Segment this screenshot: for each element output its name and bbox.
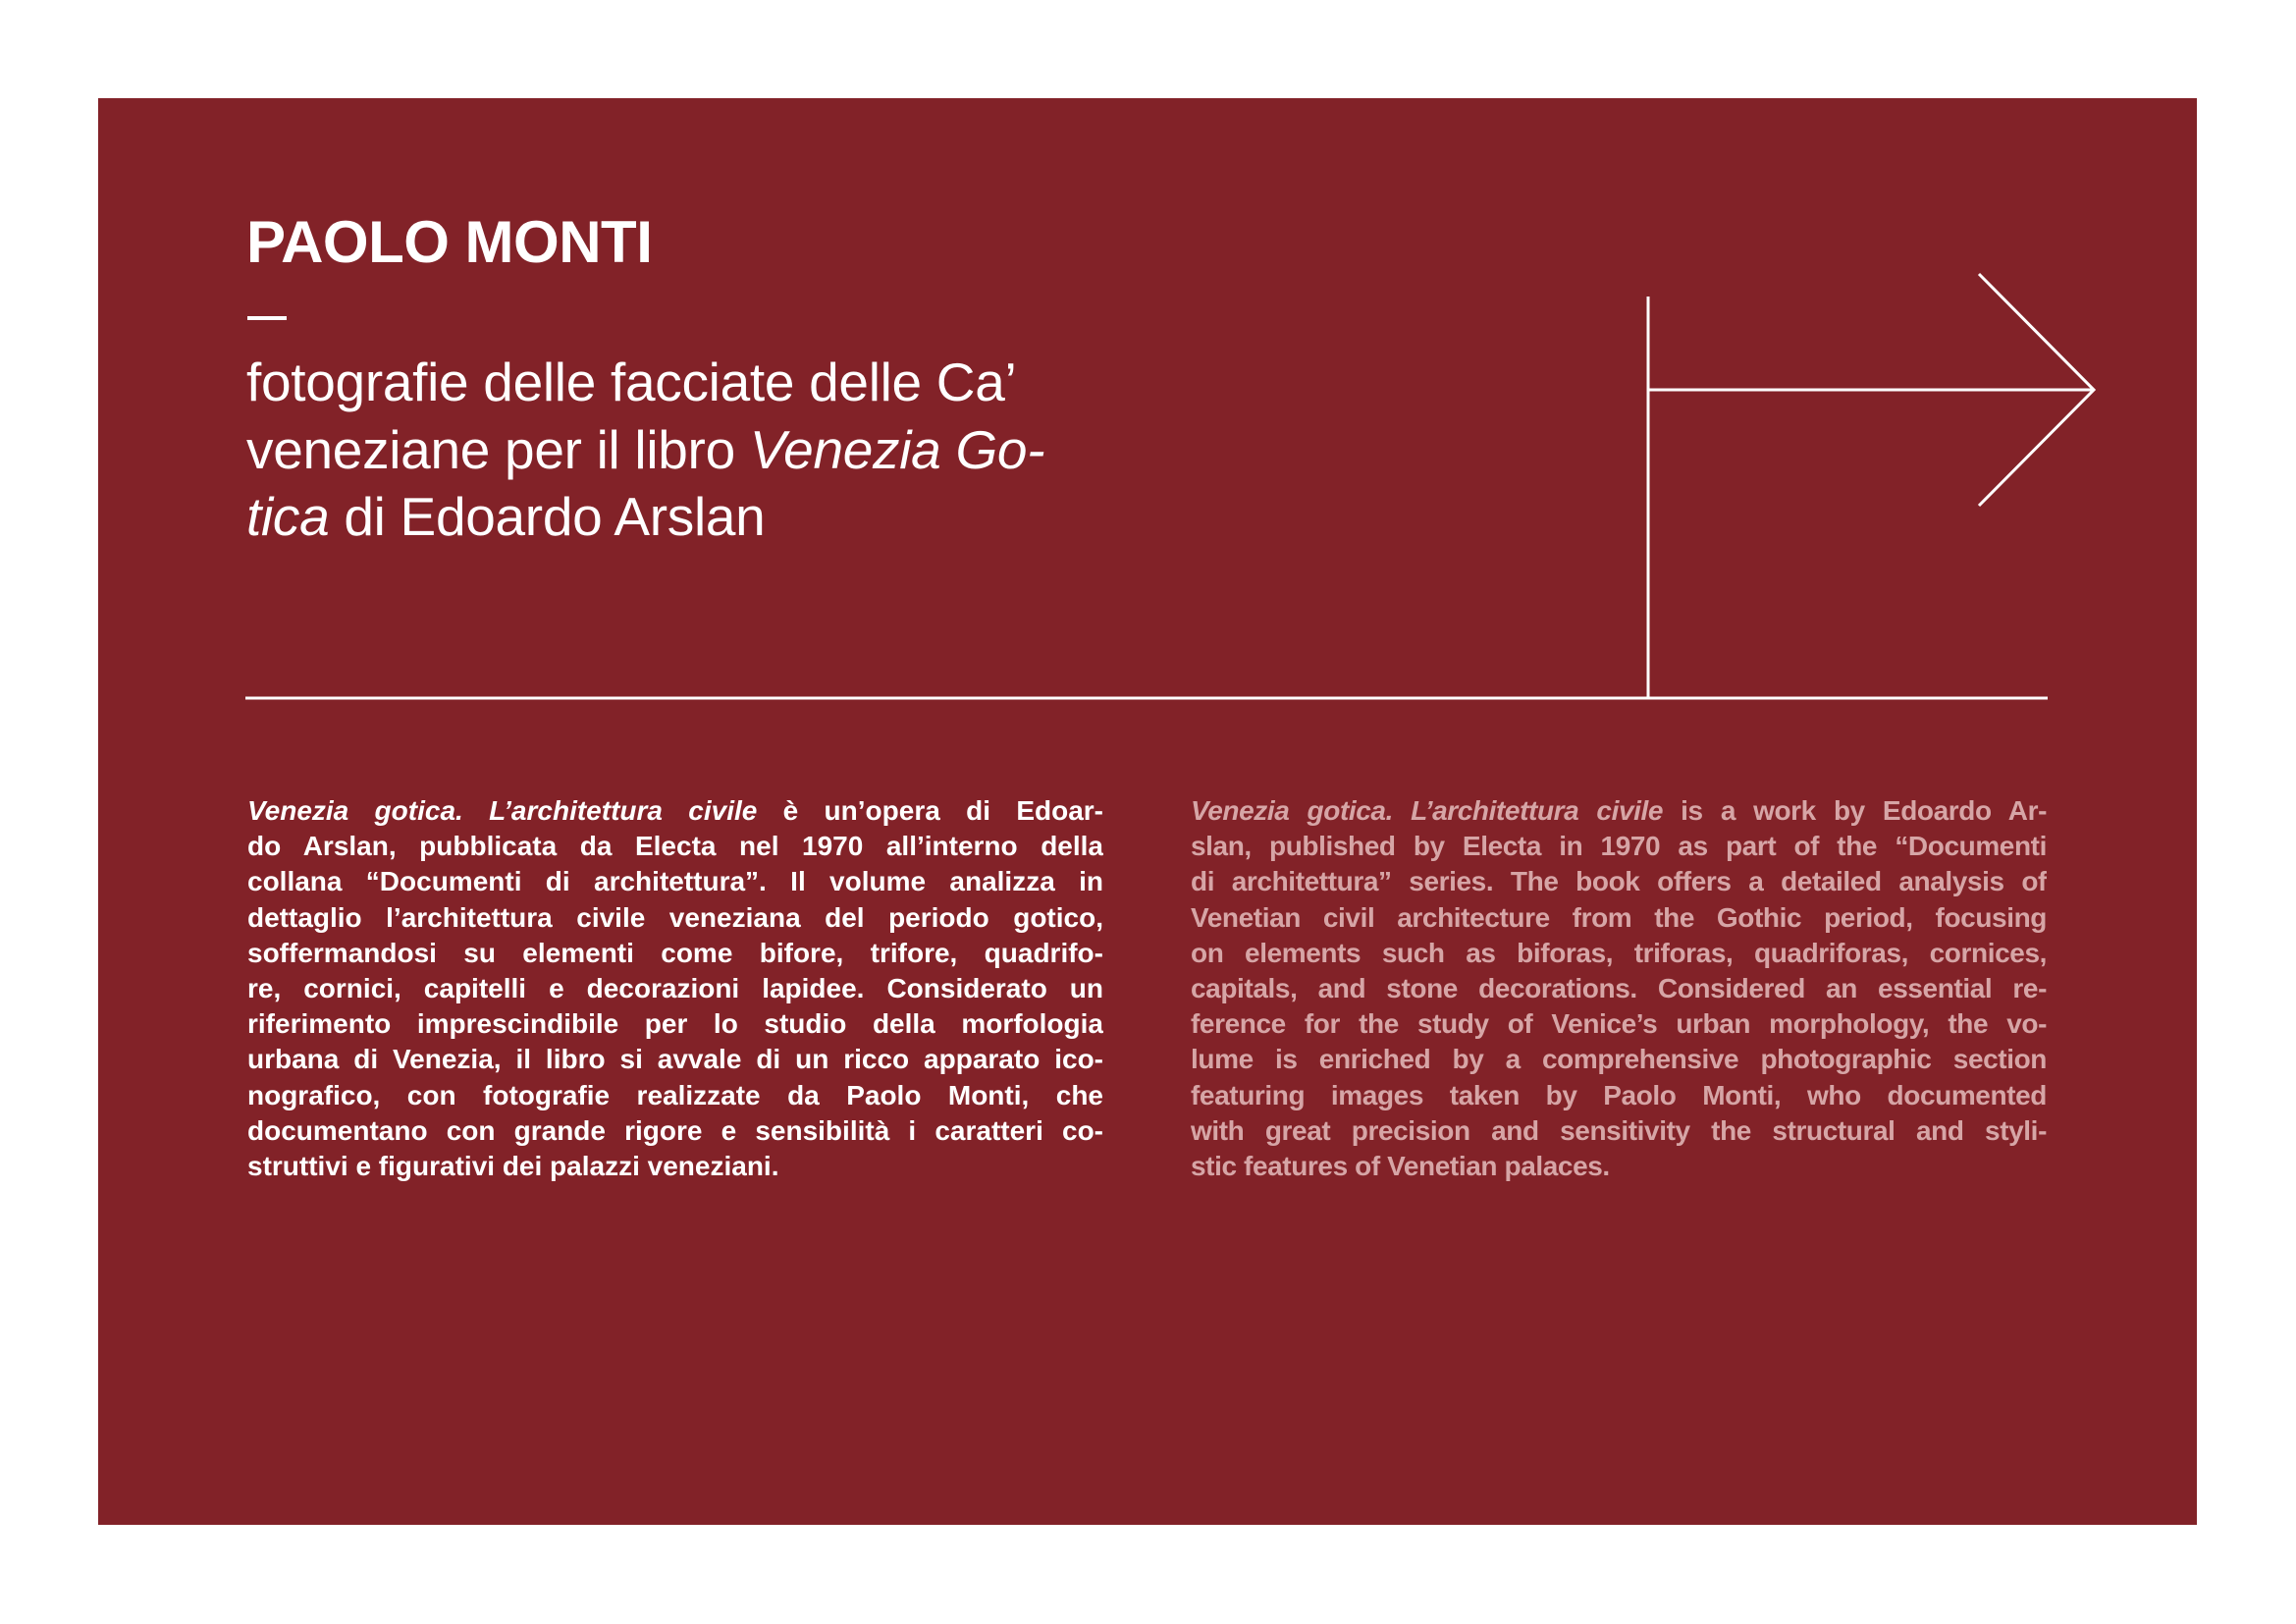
italian-line [247, 1149, 1103, 1184]
line-text: ference for the study of Venice’s urban morphology, the vo- [1191, 1008, 2047, 1040]
line-text: Venetian civil architecture from the Gothic period, focusing [1191, 901, 2047, 933]
line-text: dettaglio l’architettura civile veneziana del periodo gotico, [247, 901, 1103, 933]
italian-line [247, 1078, 1103, 1113]
english-line [1191, 1042, 2047, 1077]
line-text: re, cornici, capitelli e decorazioni lapidee. Considerato un [247, 972, 1103, 1003]
subtitle-line-1 [246, 349, 1130, 416]
subtitle-text: fotografie delle facciate delle Ca’ [246, 352, 1017, 412]
line-text: is a work by Edoardo Ar- [1663, 795, 2047, 826]
line-text: nografico, con fotografie realizzate da Paolo Monti, che [247, 1079, 1103, 1110]
english-line [1191, 1078, 2047, 1113]
english-line [1191, 1113, 2047, 1149]
author-title: PAOLO MONTI [246, 209, 653, 275]
subtitle-line-2 [246, 416, 1130, 484]
line-text: do Arslan, pubblicata da Electa nel 1970 all’interno della [247, 831, 1103, 862]
line-text: è un’opera di Edoar- [757, 795, 1103, 826]
line-text: riferimento imprescindibile per lo studio della morfologia [247, 1008, 1103, 1040]
subtitle [246, 349, 1130, 551]
line-text: documentano con grande rigore e sensibilità i caratteri co- [247, 1114, 1103, 1146]
italian-description [247, 793, 1103, 1184]
italian-line [247, 936, 1103, 971]
english-line [1191, 829, 2047, 864]
english-line [1191, 1006, 2047, 1042]
line-text: on elements such as biforas, triforas, quadriforas, cornices, [1191, 937, 2047, 968]
line-text: di architettura” series. The book offers a detailed analysis of [1191, 866, 2047, 897]
book-title-italic: Venezia gotica. L’architettura civile [247, 795, 758, 826]
line-text: struttivi e figurativi dei palazzi veneziani. [247, 1150, 779, 1181]
subtitle-line-3 [246, 483, 1130, 551]
italian-line [247, 1042, 1103, 1077]
line-text: with great precision and sensitivity the structural and styli- [1191, 1114, 2047, 1146]
italian-line [247, 793, 1103, 829]
english-line [1191, 793, 2047, 829]
english-line [1191, 1149, 2047, 1184]
line-text: capitals, and stone decorations. Considered an essential re- [1191, 972, 2047, 1003]
line-text: urbana di Venezia, il libro si avvale di un ricco apparato ico- [247, 1044, 1103, 1075]
english-line [1191, 900, 2047, 936]
subtitle-text: di Edoardo Arslan [329, 486, 766, 547]
italian-line [247, 829, 1103, 864]
english-line [1191, 936, 2047, 971]
english-description [1191, 793, 2047, 1184]
book-title-italic: Venezia Go- [749, 418, 1045, 480]
english-line [1191, 864, 2047, 899]
line-text: lume is enriched by a comprehensive photographic section [1191, 1044, 2047, 1075]
english-line [1191, 971, 2047, 1006]
line-text: slan, published by Electa in 1970 as part of the “Documenti [1191, 831, 2047, 862]
book-title-italic: tica [246, 486, 330, 547]
italian-line [247, 971, 1103, 1006]
italian-line [247, 864, 1103, 899]
line-text: featuring images taken by Paolo Monti, who documented [1191, 1079, 2047, 1110]
line-text: soffermandosi su elementi come bifore, trifore, quadrifo- [247, 937, 1103, 968]
line-text: collana “Documenti di architettura”. Il volume analizza in [247, 866, 1103, 897]
book-title-italic: Venezia gotica. L’architettura civile [1191, 795, 1664, 826]
italian-line [247, 900, 1103, 936]
subtitle-text: veneziane per il libro [246, 418, 750, 480]
title-dash-divider [247, 316, 287, 320]
italian-line [247, 1113, 1103, 1149]
italian-line [247, 1006, 1103, 1042]
line-text: stic features of Venetian palaces. [1191, 1150, 1610, 1181]
